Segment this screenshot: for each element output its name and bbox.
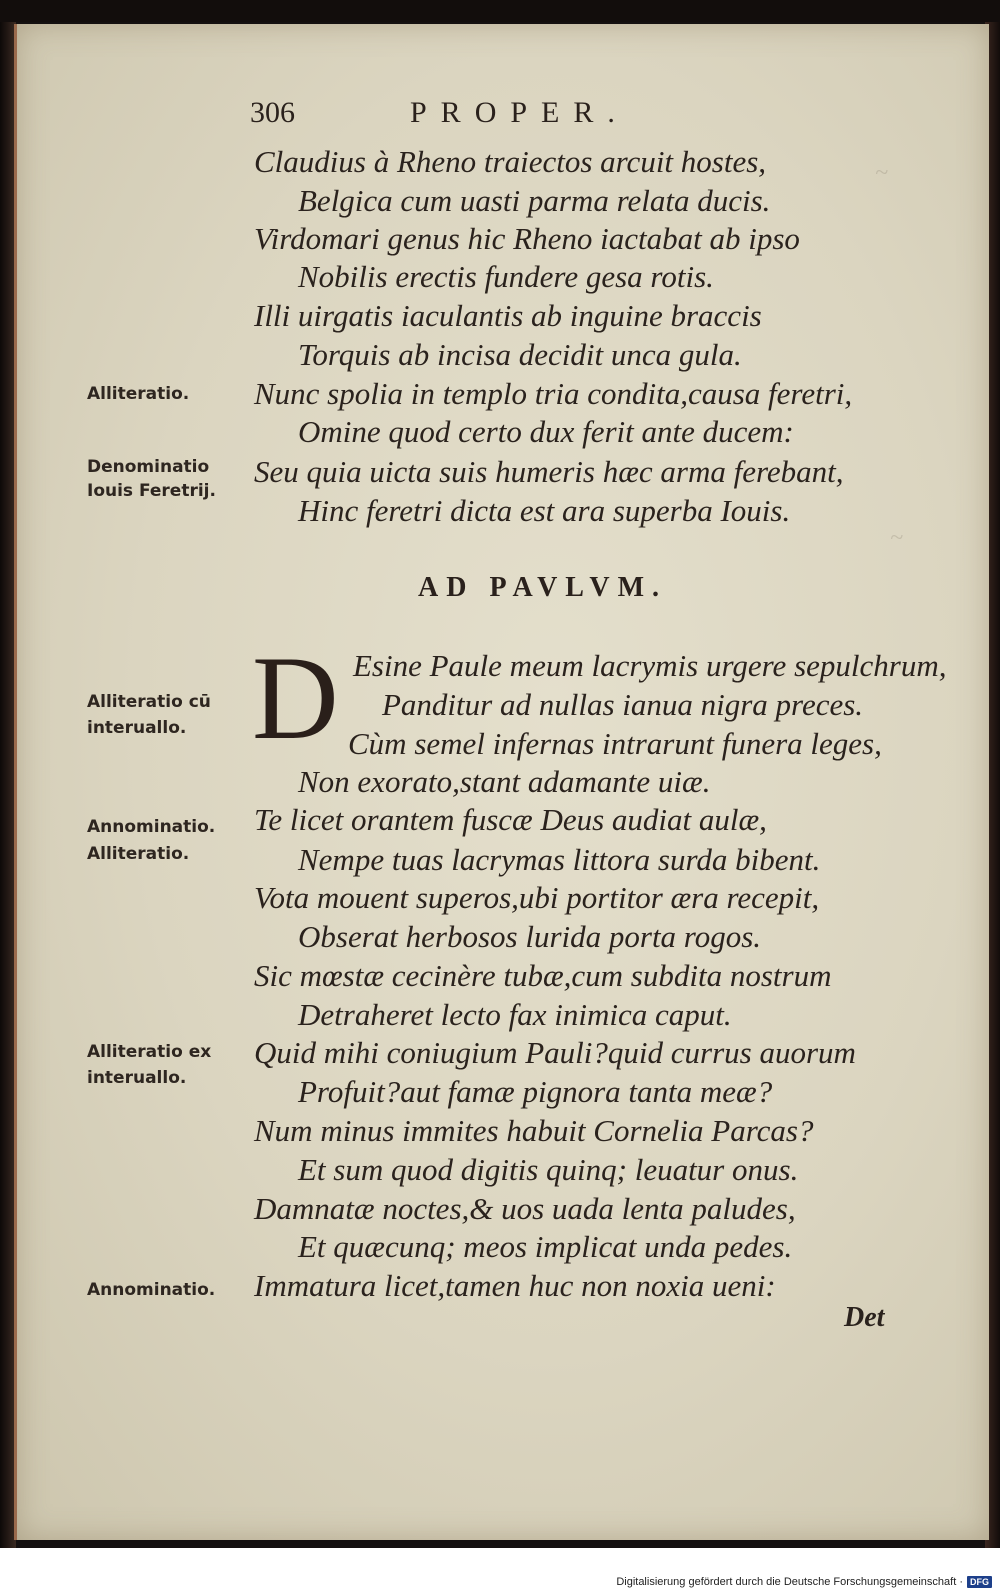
verse-line: Belgica cum uasti parma relata ducis. [298, 183, 771, 218]
verse-line: Et quæcunq; meos implicat unda pedes. [298, 1229, 793, 1264]
verse-line: Detraheret lecto fax inimica caput. [298, 997, 732, 1032]
running-title: PROPER. [410, 96, 629, 129]
verse-line: Hinc feretri dicta est ara superba Iouis. [298, 493, 791, 528]
margin-note: Alliteratio cū [87, 692, 211, 712]
dfg-logo-icon: DFG [967, 1576, 992, 1588]
drop-capital: D [252, 631, 339, 764]
verse-line: Immatura licet,tamen huc non noxia ueni: [254, 1268, 776, 1303]
verse-line: Obserat herbosos lurida porta rogos. [298, 919, 762, 954]
verse-line: Esine Paule meum lacrymis urgere sepulchrum, [353, 648, 947, 683]
verse-line: Nunc spolia in templo tria condita,causa feretri, [254, 376, 853, 411]
verse-line: Panditur ad nullas ianua nigra preces. [382, 687, 864, 722]
margin-note: Alliteratio. [87, 384, 190, 404]
margin-note: Annominatio. [87, 817, 216, 837]
verse-line: Seu quia uicta suis humeris hæc arma ferebant, [254, 454, 844, 489]
verse-line: Te licet orantem fuscæ Deus audiat aulæ, [254, 802, 767, 837]
page-number: 306 [250, 96, 295, 129]
funding-credit [616, 1574, 992, 1590]
verse-line: Torquis ab incisa decidit unca gula. [298, 337, 742, 372]
verse-line: Illi uirgatis iaculantis ab inguine braccis [254, 298, 762, 333]
margin-note: Alliteratio ex [87, 1042, 212, 1062]
show-through-mark: ~ [875, 160, 888, 186]
credit-text: Digitalisierung gefördert durch die Deutsche Forschungsgemeinschaft · [616, 1576, 963, 1588]
verse-line: Non exorato,stant adamante uiæ. [298, 764, 711, 799]
verse-line: Damnatæ noctes,& uos uada lenta paludes, [254, 1191, 796, 1226]
verse-line: Et sum quod digitis quinq; leuatur onus. [298, 1152, 799, 1187]
verse-line: Quid mihi coniugium Pauli?quid currus auorum [254, 1035, 856, 1070]
margin-note: interuallo. [87, 1068, 187, 1088]
verse-line: Nempe tuas lacrymas littora surda bibent. [298, 842, 821, 877]
verse-line: Nobilis erectis fundere gesa rotis. [298, 259, 714, 294]
verse-line: Claudius à Rheno traiectos arcuit hostes, [254, 144, 767, 179]
margin-note: Denominatio [87, 457, 210, 477]
margin-note: Iouis Feretrij. [87, 481, 216, 501]
verse-line: Num minus immites habuit Cornelia Parcas? [254, 1113, 814, 1148]
verse-line: Omine quod certo dux ferit ante ducem: [298, 414, 794, 449]
verse-line: Profuit?aut famæ pignora tanta meæ? [298, 1074, 773, 1109]
verse-line: Cùm semel infernas intrarunt funera leges, [348, 726, 882, 761]
section-heading: AD PAVLVM. [418, 572, 668, 603]
verse-line: Virdomari genus hic Rheno iactabat ab ipso [254, 221, 800, 256]
verse-line: Vota mouent superos,ubi portitor æra recepit, [254, 880, 820, 915]
margin-note: interuallo. [87, 718, 187, 738]
show-through-mark: ~ [890, 525, 903, 551]
margin-note: Alliteratio. [87, 844, 190, 864]
top-frame-bar [0, 0, 1000, 22]
verse-line: Sic mœstæ cecinère tubæ,cum subdita nostrum [254, 958, 832, 993]
running-head [250, 92, 680, 136]
margin-note: Annominatio. [87, 1280, 216, 1300]
catchword: Det [844, 1302, 885, 1333]
